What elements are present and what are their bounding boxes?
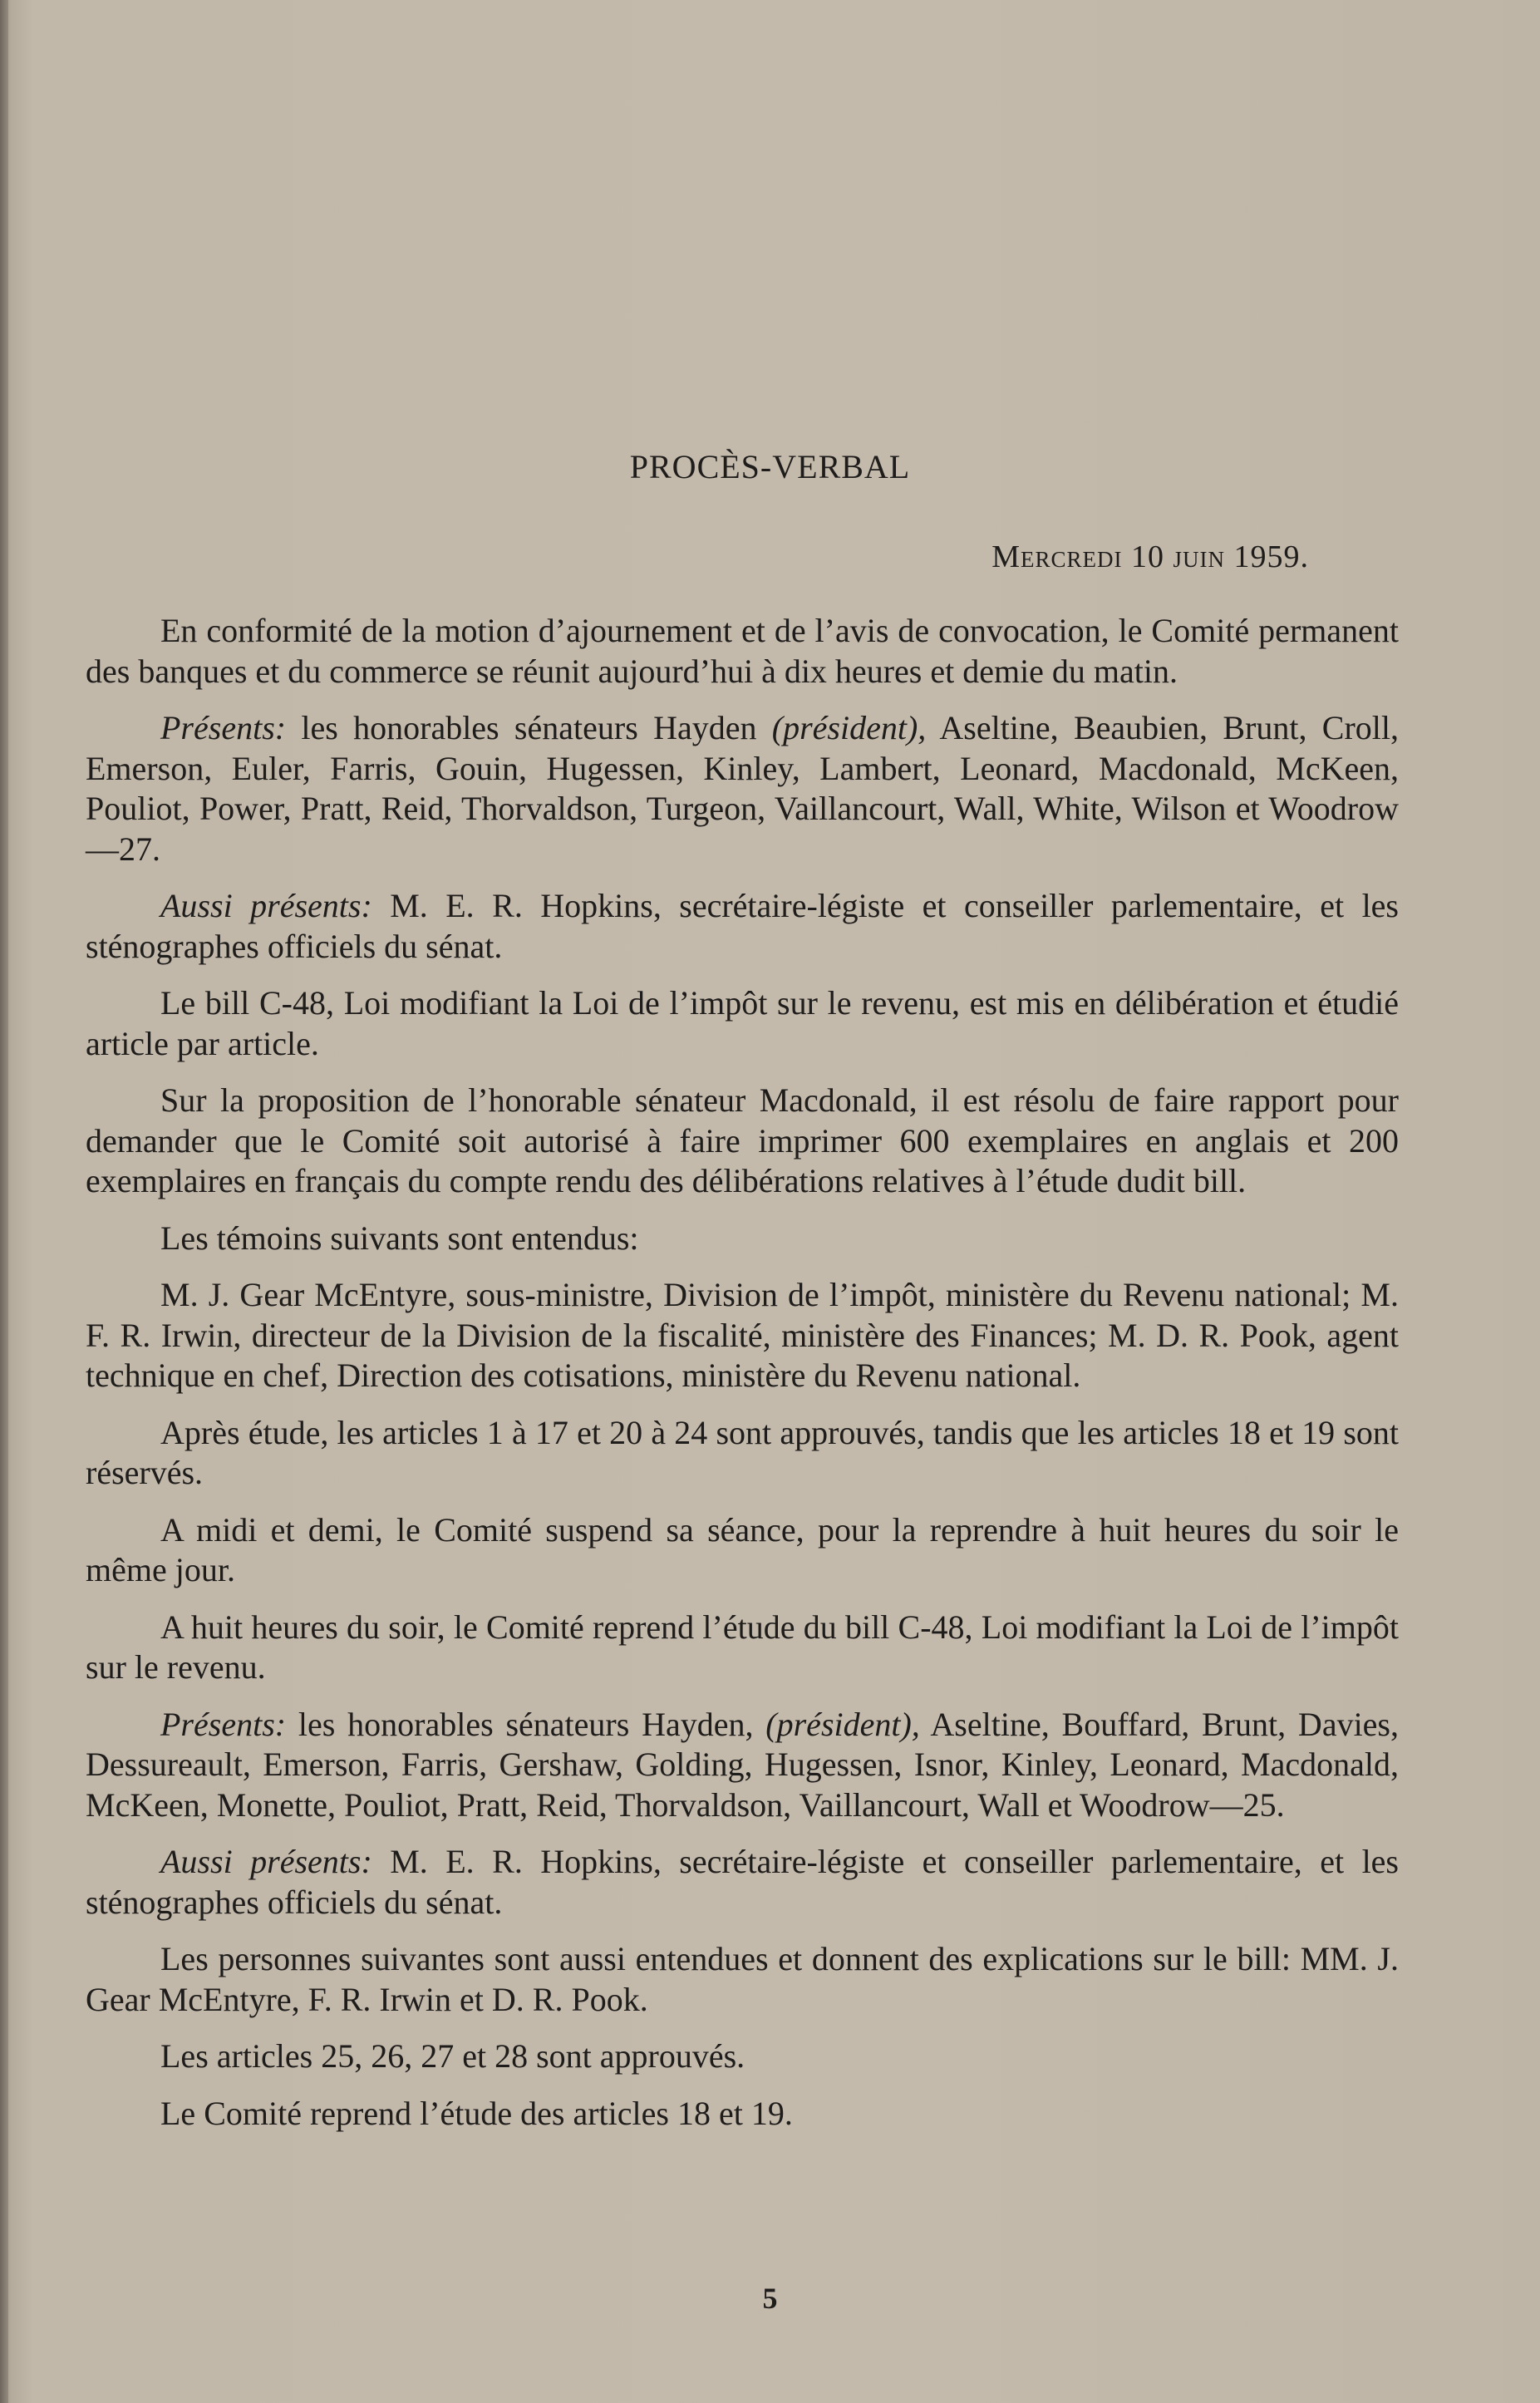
page-title: PROCÈS-VERBAL xyxy=(629,448,911,485)
minutes-body xyxy=(86,611,1399,2150)
page-spine-shadow xyxy=(0,0,8,2403)
paragraph-text: M. J. Gear McEntyre, sous-ministre, Division de l’impôt, ministère du Revenu national; M. F. R. Irwin, directeur de la Division de la fiscalité, ministère des Finances; M. D. R. Pook, agent technique en chef, Direction des cotisations, ministère du Revenu national. xyxy=(86,1276,1399,1394)
paragraph-text: M. E. R. Hopkins, secrétaire-légiste et conseiller parlementaire, et les sténographes officiels du sénat. xyxy=(86,887,1400,965)
paragraph-articles-approved xyxy=(86,1413,1399,1494)
paragraph-also-present-evening xyxy=(86,1842,1399,1923)
paragraph-text: A midi et demi, le Comité suspend sa séance, pour la reprendre à huit heures du soir le même jour. xyxy=(86,1510,1399,1588)
paragraph-opening xyxy=(86,611,1399,692)
paragraph-lead: Présents: xyxy=(160,1705,287,1743)
paragraph-motion xyxy=(86,1081,1399,1202)
paragraph-witnesses-intro xyxy=(86,1219,1399,1259)
paragraph-articles-25-28 xyxy=(86,2036,1399,2077)
meeting-date xyxy=(991,539,1309,575)
paragraph-lead: Présents: xyxy=(160,709,287,746)
paragraph-text: Le Comité reprend l’étude des articles 18 et 19. xyxy=(160,2094,793,2132)
paragraph-text: Sur la proposition de l’honorable sénateur Macdonald, il est résolu de faire rapport pour demander que le Comité soit autorisé à faire imprimer 600 exemplaires en anglais et 200 exemplaires en français du compte rendu des délibérations relatives à l’étude dudit bill. xyxy=(86,1081,1399,1199)
date-month: juin xyxy=(1173,539,1225,574)
paragraph-text: Les personnes suivantes sont aussi entendues et donnent des explications sur le bill: MM. J. Gear McEntyre, F. R. Irwin et D. R. Pook. xyxy=(86,1940,1399,2018)
paragraph-present-morning xyxy=(86,708,1399,869)
page-number: 5 xyxy=(762,2282,778,2315)
paragraph-aside: (président), xyxy=(771,709,927,746)
paragraph-text: Les témoins suivants sont entendus: xyxy=(160,1219,639,1257)
date-year: 1959. xyxy=(1233,539,1309,574)
paragraph-lead: Aussi présents: xyxy=(160,1843,372,1880)
paragraph-tail: Aseltine, Bouffard, Brunt, Davies, Dessureault, Emerson, Farris, Gershaw, Golding, Hugessen, Isnor, Kinley, Leonard, Macdonald, McKeen, Monette, Pouliot, Pratt, Reid, Thorvaldson, Vaillancourt, Wall et Woodrow—25. xyxy=(86,1705,1400,1824)
paragraph-text: les honorables sénateurs Hayden, xyxy=(286,1705,766,1743)
paragraph-text: A huit heures du soir, le Comité reprend l’étude du bill C-48, Loi modifiant la Loi de l’impôt sur le revenu. xyxy=(86,1608,1399,1686)
paragraph-bill xyxy=(86,983,1399,1064)
paragraph-text: les honorables sénateurs Hayden xyxy=(286,709,772,746)
paragraph-witnesses xyxy=(86,1275,1399,1396)
paragraph-articles-18-19 xyxy=(86,2094,1399,2135)
paragraph-present-evening xyxy=(86,1705,1399,1826)
paragraph-text: Les articles 25, 26, 27 et 28 sont approuvés. xyxy=(160,2037,745,2075)
paragraph-lead: Aussi présents: xyxy=(160,887,372,924)
date-day: 10 xyxy=(1131,539,1164,574)
date-weekday: Mercredi xyxy=(991,539,1123,574)
paragraph-text: En conformité de la motion d’ajournement et de l’avis de convocation, le Comité permanent des banques et du commerce se réunit aujourd’hui à dix heures et demie du matin. xyxy=(86,612,1399,690)
paragraph-text: M. E. R. Hopkins, secrétaire-légiste et conseiller parlementaire, et les sténographes officiels du sénat. xyxy=(86,1843,1400,1921)
paragraph-explanations xyxy=(86,1939,1399,2020)
paragraph-also-present-morning xyxy=(86,886,1399,967)
paragraph-text: Après étude, les articles 1 à 17 et 20 à 24 sont approuvés, tandis que les articles 18 et 19 sont réservés. xyxy=(86,1413,1399,1491)
paragraph-tail: Aseltine, Beaubien, Brunt, Croll, Emerson, Euler, Farris, Gouin, Hugessen, Kinley, Lambert, Leonard, Macdonald, McKeen, Pouliot, Power, Pratt, Reid, Thorvaldson, Turgeon, Vaillancourt, Wall, White, Wilson et Woodrow—27. xyxy=(86,709,1399,868)
paragraph-evening-resume xyxy=(86,1608,1399,1688)
paragraph-adjournment xyxy=(86,1510,1399,1591)
paragraph-aside: (président), xyxy=(765,1705,920,1743)
paragraph-text: Le bill C-48, Loi modifiant la Loi de l’impôt sur le revenu, est mis en délibération et étudié article par article. xyxy=(86,984,1399,1062)
